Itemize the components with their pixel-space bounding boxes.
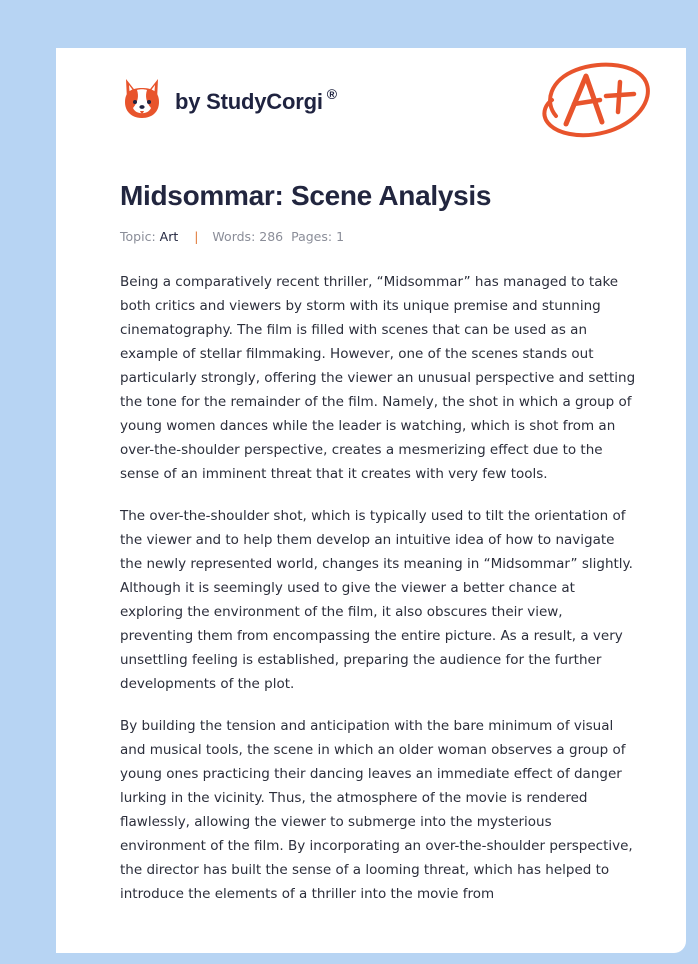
topic-label: Topic: [120, 229, 156, 244]
a-plus-grade-badge [536, 58, 654, 142]
document-page [56, 48, 686, 953]
registered-mark: ® [326, 86, 337, 102]
pages-count: 1 [336, 229, 345, 244]
studycorgi-logo[interactable] [122, 76, 337, 122]
paragraph: Being a comparatively recent thriller, “Midsommar” has managed to take both critics and viewers by storm with its unique premise and stunning cinematography. The film is filled with scenes that can be used as an example of stellar filmmaking. However, one of the scenes stands out particularly strongly, offering the viewer an unusual perspective and setting the tone for the remainder of the film. Namely, the shot in which a group of young women dances while the leader is watching, which is shot from an over-the-shoulder perspective, creates a mesmerizing effect due to the sense of an imminent threat that it creates with very few tools. [120, 274, 636, 482]
corgi-logo-icon [122, 76, 162, 122]
article-body [120, 270, 640, 924]
article-meta [120, 229, 344, 244]
pages-label: Pages: [291, 229, 333, 244]
brand-name-text: by StudyCorgi [175, 89, 323, 114]
paragraph: By building the tension and anticipation with the bare minimum of visual and musical tools, the scene in which an older woman observes a group of young ones practicing their dancing leaves an immediate effect of danger lurking in the vicinity. Thus, the atmosphere of the movie is rendered flawlessly, allowing the viewer to submerge into the mysterious environment of the film. By incorporating an over-the-shoulder perspective, the director has built the sense of a looming threat, which has helped to introduce the elements of a thriller into the movie from [120, 718, 633, 902]
page-title: Midsommar: Scene Analysis [120, 180, 492, 211]
meta-separator: | [194, 229, 199, 244]
words-label: Words: [212, 229, 256, 244]
paragraph: The over-the-shoulder shot, which is typically used to tilt the orientation of the viewer and to help them develop an intuitive idea of how to navigate the newly represented world, changes its meaning in “Midsommar” slightly. Although it is seemingly used to give the viewer a better chance at exploring the environment of the film, it also obscures their view, preventing them from encompassing the entire picture. As a result, a very unsettling feeling is established, preparing the audience for the further developments of the plot. [120, 508, 633, 692]
topic-link[interactable]: Art [159, 229, 179, 244]
words-count: 286 [259, 229, 284, 244]
brand-name [175, 86, 337, 115]
